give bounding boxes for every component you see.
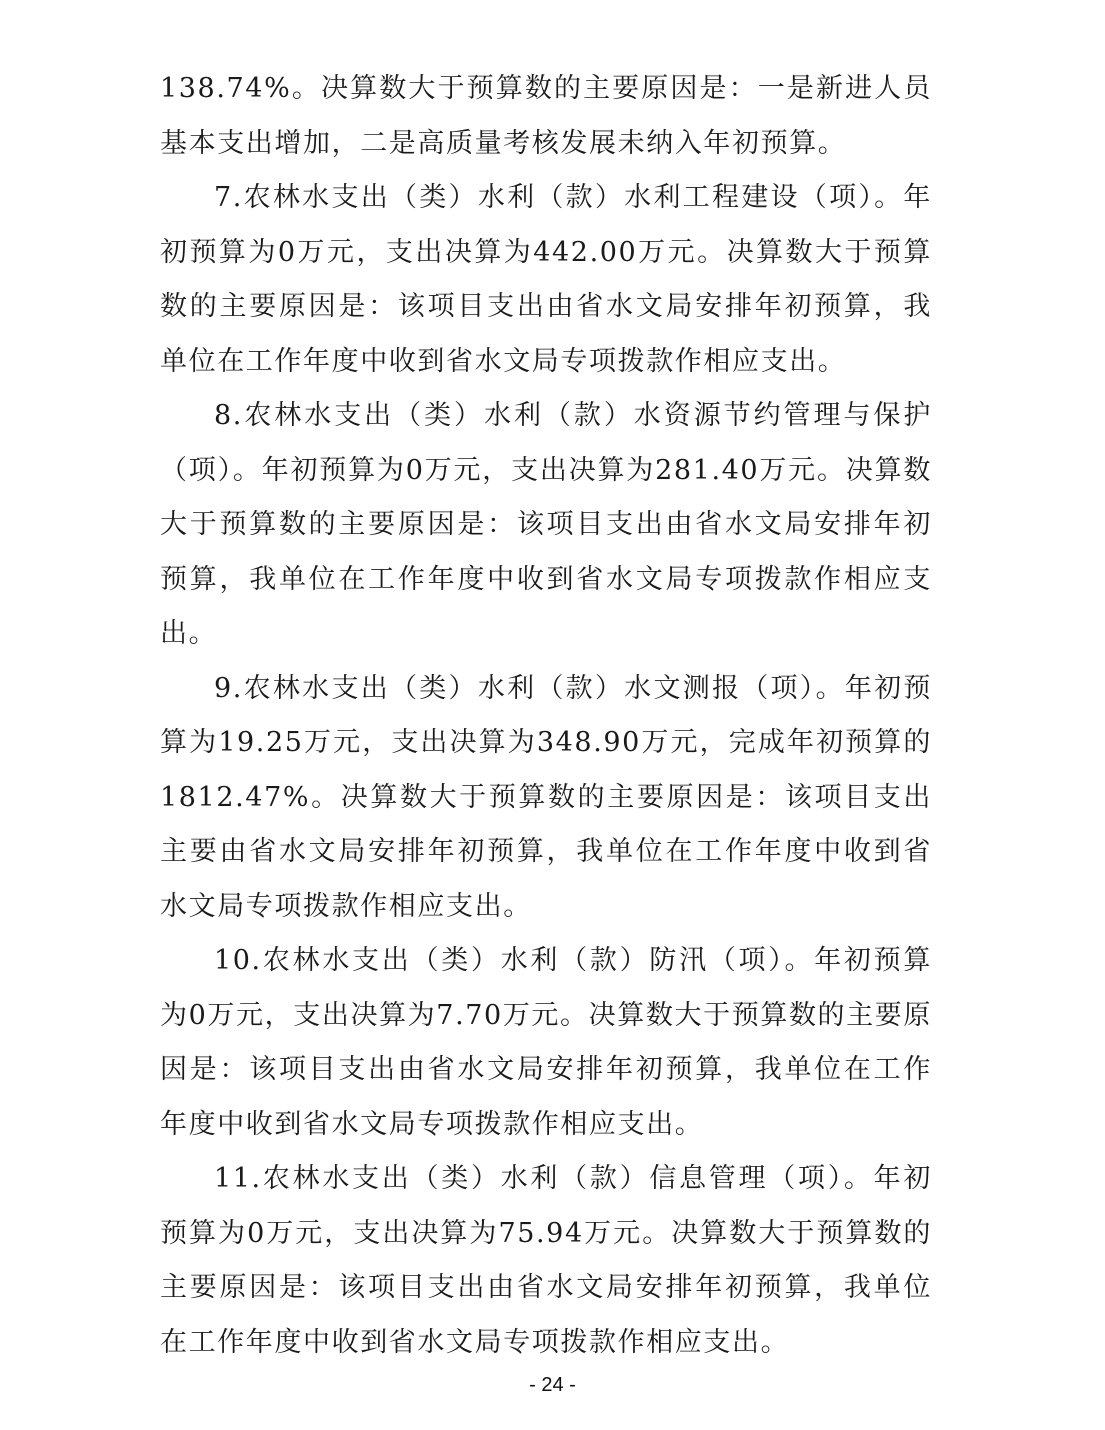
paragraph-item-8: 8.农林水支出（类）水利（款）水资源节约管理与保护（项）。年初预算为0万元，支出决算为281.40万元。决算数大于预算数的主要原因是：该项目支出由省水文局安排年初预算，我单位在工作年度中收到省水文局专项拨款作相应支出。 [160, 400, 932, 649]
paragraph-continued: 138.74%。决算数大于预算数的主要原因是：一是新进人员基本支出增加，二是高质量考核发展未纳入年初预算。 [160, 73, 932, 159]
paragraph-item-10: 10.农林水支出（类）水利（款）防汛（项）。年初预算为0万元，支出决算为7.70万元。决算数大于预算数的主要原因是：该项目支出由省水文局安排年初预算，我单位在工作年度中收到省水文局专项拨款作相应支出。 [160, 945, 932, 1140]
paragraph-item-7: 7.农林水支出（类）水利（款）水利工程建设（项）。年初预算为0万元，支出决算为442.00万元。决算数大于预算数的主要原因是：该项目支出由省水文局安排年初预算，我单位在工作年度中收到省水文局专项拨款作相应支出。 [160, 182, 932, 377]
document-body [160, 62, 932, 1370]
paragraph-item-9: 9.农林水支出（类）水利（款）水文测报（项）。年初预算为19.25万元，支出决算为348.90万元，完成年初预算的1812.47%。决算数大于预算数的主要原因是：该项目支出主要由省水文局安排年初预算，我单位在工作年度中收到省水文局专项拨款作相应支出。 [160, 672, 932, 922]
paragraph-item-11: 11.农林水支出（类）水利（款）信息管理（项）。年初预算为0万元，支出决算为75.94万元。决算数大于预算数的主要原因是：该项目支出由省水文局安排年初预算，我单位在工作年度中收到省水文局专项拨款作相应支出。 [160, 1163, 932, 1358]
page-number: - 24 - [529, 1374, 576, 1396]
